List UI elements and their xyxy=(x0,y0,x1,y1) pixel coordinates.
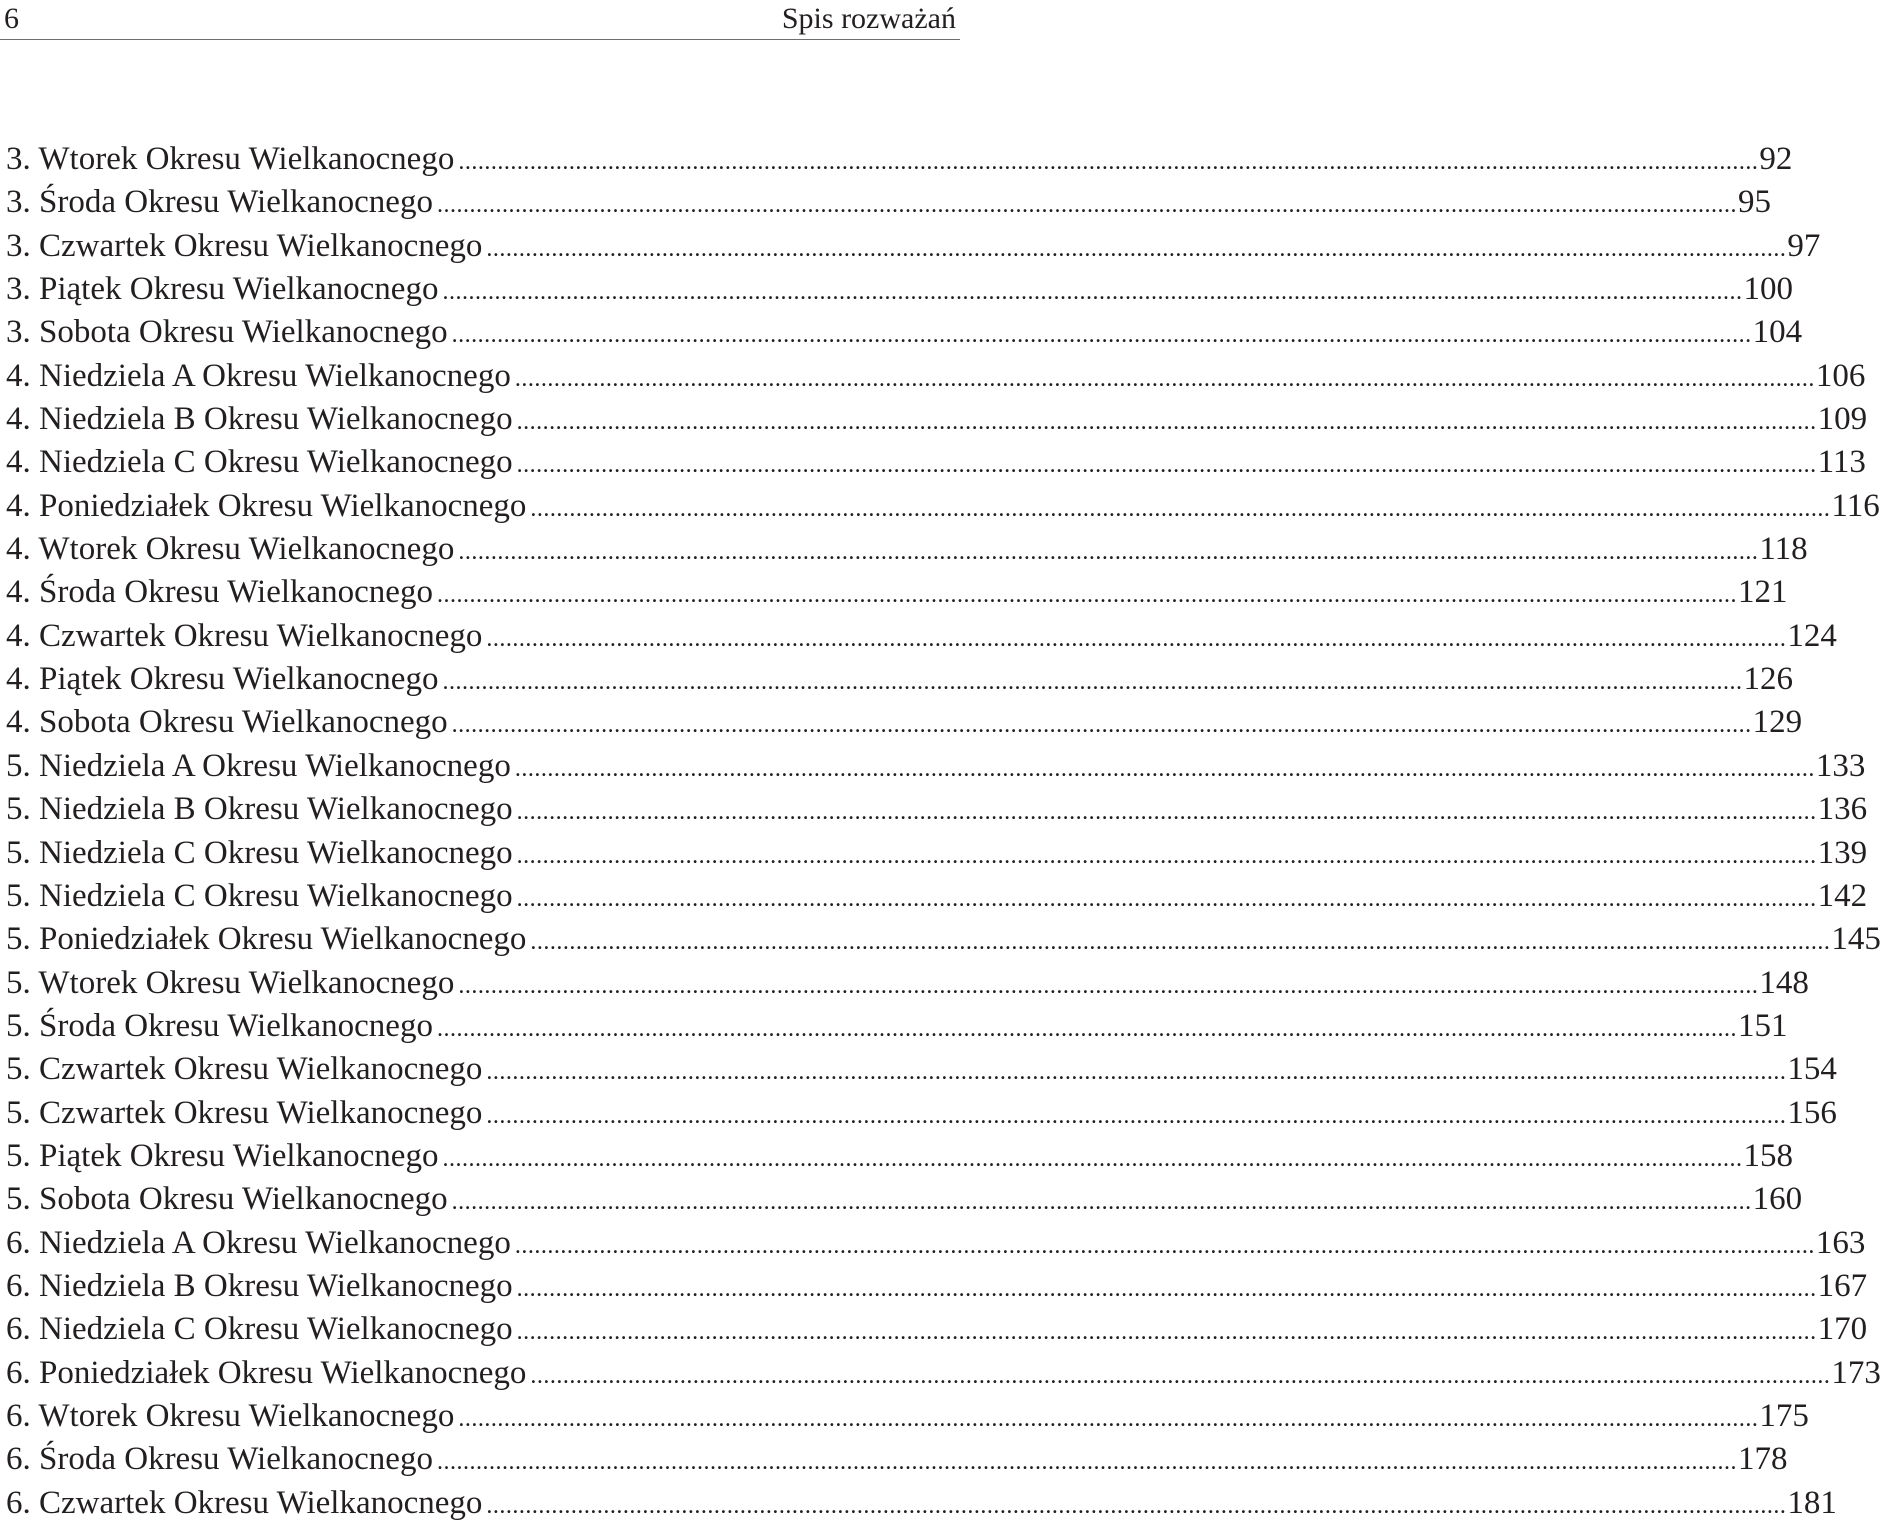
dot-leader: ........................................................................................................................................................................................................ xyxy=(530,929,1831,956)
toc-entry xyxy=(0,485,1880,528)
dot-leader: ........................................................................................................................................................................................................ xyxy=(442,1145,1743,1172)
toc-entry-label: 6. Czwartek Okresu Wielkanocnego xyxy=(6,1484,483,1521)
toc-entry-page: 160 xyxy=(1752,1181,1803,1218)
dot-leader: ........................................................................................................................................................................................................ xyxy=(516,1275,1817,1302)
toc-entry-page: 175 xyxy=(1759,1397,1809,1434)
page-number: 6 xyxy=(4,2,19,35)
toc-entry-label: 5. Niedziela A Okresu Wielkanocnego xyxy=(6,747,511,784)
toc-entry xyxy=(0,1395,1809,1438)
toc-entry-label: 4. Wtorek Okresu Wielkanocnego xyxy=(6,531,455,568)
toc-entry-label: 3. Środa Okresu Wielkanocnego xyxy=(6,184,433,221)
toc-entry-label: 6. Poniedziałek Okresu Wielkanocnego xyxy=(6,1354,527,1391)
dot-leader: ........................................................................................................................................................................................................ xyxy=(514,365,1815,392)
toc-entry-page: 113 xyxy=(1817,444,1866,481)
toc-entry-page: 97 xyxy=(1787,227,1821,264)
toc-entry-page: 133 xyxy=(1815,747,1866,784)
dot-leader: ........................................................................................................................................................................................................ xyxy=(516,842,1817,869)
dot-leader: ........................................................................................................................................................................................................ xyxy=(530,1362,1831,1389)
toc-entry-page: 167 xyxy=(1817,1267,1868,1304)
page-header xyxy=(0,0,960,40)
toc-entry-page: 151 xyxy=(1737,1007,1788,1044)
toc-entry xyxy=(0,268,1793,311)
toc-entry xyxy=(0,355,1866,398)
dot-leader: ........................................................................................................................................................................................................ xyxy=(451,712,1752,739)
dot-leader: ........................................................................................................................................................................................................ xyxy=(451,1189,1752,1216)
dot-leader: ........................................................................................................................................................................................................ xyxy=(436,1449,1737,1476)
toc-entry-label: 5. Piątek Okresu Wielkanocnego xyxy=(6,1137,439,1174)
dot-leader: ........................................................................................................................................................................................................ xyxy=(516,799,1817,826)
toc-entry-label: 4. Niedziela C Okresu Wielkanocnego xyxy=(6,444,513,481)
toc-entry-label: 4. Środa Okresu Wielkanocnego xyxy=(6,574,433,611)
toc-entry xyxy=(0,1092,1837,1135)
dot-leader: ........................................................................................................................................................................................................ xyxy=(436,1015,1737,1042)
toc-entry-page: 118 xyxy=(1759,531,1808,568)
toc-entry xyxy=(0,701,1803,744)
toc-entry xyxy=(0,1438,1788,1481)
toc-entry-label: 6. Środa Okresu Wielkanocnego xyxy=(6,1441,433,1478)
table-of-contents xyxy=(0,138,1881,1525)
dot-leader: ........................................................................................................................................................................................................ xyxy=(436,192,1737,219)
toc-entry-page: 170 xyxy=(1817,1311,1868,1348)
toc-entry-label: 4. Piątek Okresu Wielkanocnego xyxy=(6,661,439,698)
toc-entry-page: 129 xyxy=(1752,704,1803,741)
dot-leader: ........................................................................................................................................................................................................ xyxy=(458,539,1759,566)
dot-leader: ........................................................................................................................................................................................................ xyxy=(516,452,1817,479)
toc-entry xyxy=(0,1265,1868,1308)
toc-entry-page: 100 xyxy=(1743,271,1793,308)
toc-entry xyxy=(0,1048,1837,1091)
dot-leader: ........................................................................................................................................................................................................ xyxy=(451,322,1752,349)
toc-entry xyxy=(0,528,1808,571)
toc-entry-label: 5. Czwartek Okresu Wielkanocnego xyxy=(6,1051,483,1088)
dot-leader: ........................................................................................................................................................................................................ xyxy=(458,1405,1759,1432)
toc-entry-label: 5. Poniedziałek Okresu Wielkanocnego xyxy=(6,921,527,958)
toc-entry xyxy=(0,1352,1881,1395)
toc-entry xyxy=(0,615,1837,658)
toc-entry xyxy=(0,1178,1803,1221)
toc-entry-page: 145 xyxy=(1831,921,1881,958)
toc-entry-label: 4. Niedziela A Okresu Wielkanocnego xyxy=(6,357,511,394)
toc-entry-label: 4. Czwartek Okresu Wielkanocnego xyxy=(6,617,483,654)
dot-leader: ........................................................................................................................................................................................................ xyxy=(514,1232,1815,1259)
toc-entry xyxy=(0,398,1868,441)
toc-entry-page: 126 xyxy=(1743,661,1793,698)
toc-entry-page: 178 xyxy=(1737,1441,1788,1478)
toc-entry-page: 148 xyxy=(1759,964,1809,1001)
toc-entry-page: 95 xyxy=(1737,184,1771,221)
dot-leader: ........................................................................................................................................................................................................ xyxy=(436,582,1737,609)
toc-entry-label: 5. Sobota Okresu Wielkanocnego xyxy=(6,1181,448,1218)
toc-entry-label: 6. Niedziela C Okresu Wielkanocnego xyxy=(6,1311,513,1348)
toc-entry xyxy=(0,1135,1793,1178)
dot-leader: ........................................................................................................................................................................................................ xyxy=(442,279,1743,306)
toc-entry-label: 5. Niedziela B Okresu Wielkanocnego xyxy=(6,791,513,828)
toc-entry xyxy=(0,1005,1788,1048)
dot-leader: ........................................................................................................................................................................................................ xyxy=(514,755,1815,782)
toc-entry-label: 5. Wtorek Okresu Wielkanocnego xyxy=(6,964,455,1001)
dot-leader: ........................................................................................................................................................................................................ xyxy=(458,972,1759,999)
toc-entry-page: 136 xyxy=(1817,791,1868,828)
running-head: Spis rozważań xyxy=(781,2,956,35)
toc-entry xyxy=(0,788,1868,831)
toc-entry-page: 139 xyxy=(1817,834,1868,871)
toc-entry xyxy=(0,441,1866,484)
toc-entry-label: 4. Sobota Okresu Wielkanocnego xyxy=(6,704,448,741)
toc-entry-page: 154 xyxy=(1787,1051,1837,1088)
toc-entry-label: 3. Sobota Okresu Wielkanocnego xyxy=(6,314,448,351)
toc-entry-page: 92 xyxy=(1759,141,1793,177)
toc-entry-page: 156 xyxy=(1787,1094,1837,1131)
toc-entry-page: 116 xyxy=(1831,487,1880,524)
toc-entry-label: 5. Środa Okresu Wielkanocnego xyxy=(6,1007,433,1044)
toc-entry xyxy=(0,875,1868,918)
toc-entry xyxy=(0,225,1821,268)
dot-leader: ........................................................................................................................................................................................................ xyxy=(486,1492,1787,1519)
toc-entry xyxy=(0,1482,1837,1525)
toc-entry-page: 121 xyxy=(1737,574,1788,611)
toc-entry xyxy=(0,311,1803,354)
toc-entry xyxy=(0,918,1881,961)
toc-entry-label: 5. Czwartek Okresu Wielkanocnego xyxy=(6,1094,483,1131)
toc-entry-label: 3. Czwartek Okresu Wielkanocnego xyxy=(6,227,483,264)
toc-entry-label: 6. Niedziela B Okresu Wielkanocnego xyxy=(6,1267,513,1304)
dot-leader: ........................................................................................................................................................................................................ xyxy=(486,1059,1787,1086)
toc-entry-page: 124 xyxy=(1787,617,1837,654)
toc-entry-page: 163 xyxy=(1815,1224,1866,1261)
dot-leader: ........................................................................................................................................................................................................ xyxy=(486,1102,1787,1129)
toc-entry xyxy=(0,658,1793,701)
dot-leader: ........................................................................................................................................................................................................ xyxy=(458,149,1759,175)
toc-entry xyxy=(0,832,1868,875)
toc-entry-label: 4. Poniedziałek Okresu Wielkanocnego xyxy=(6,487,527,524)
toc-entry xyxy=(0,1222,1866,1265)
toc-entry xyxy=(0,962,1809,1005)
toc-entry-page: 104 xyxy=(1752,314,1803,351)
dot-leader: ........................................................................................................................................................................................................ xyxy=(516,409,1817,436)
dot-leader: ........................................................................................................................................................................................................ xyxy=(516,885,1817,912)
toc-entry xyxy=(0,1308,1868,1351)
toc-entry xyxy=(0,571,1788,614)
toc-entry-label: 4. Niedziela B Okresu Wielkanocnego xyxy=(6,401,513,438)
dot-leader: ........................................................................................................................................................................................................ xyxy=(486,625,1787,652)
toc-entry-page: 142 xyxy=(1817,877,1868,914)
toc-entry xyxy=(0,138,1793,181)
toc-entry-label: 5. Niedziela C Okresu Wielkanocnego xyxy=(6,834,513,871)
dot-leader: ........................................................................................................................................................................................................ xyxy=(516,1319,1817,1346)
toc-entry-page: 109 xyxy=(1817,401,1868,438)
toc-entry-page: 106 xyxy=(1815,357,1866,394)
toc-entry-page: 181 xyxy=(1787,1484,1837,1521)
toc-entry-label: 3. Wtorek Okresu Wielkanocnego xyxy=(6,141,455,177)
toc-entry xyxy=(0,181,1771,224)
toc-entry-label: 6. Niedziela A Okresu Wielkanocnego xyxy=(6,1224,511,1261)
toc-entry-page: 158 xyxy=(1743,1137,1793,1174)
toc-entry-label: 5. Niedziela C Okresu Wielkanocnego xyxy=(6,877,513,914)
toc-entry xyxy=(0,745,1866,788)
dot-leader: ........................................................................................................................................................................................................ xyxy=(442,669,1743,696)
dot-leader: ........................................................................................................................................................................................................ xyxy=(486,235,1787,262)
dot-leader: ........................................................................................................................................................................................................ xyxy=(530,495,1831,522)
toc-entry-label: 3. Piątek Okresu Wielkanocnego xyxy=(6,271,439,308)
toc-entry-label: 6. Wtorek Okresu Wielkanocnego xyxy=(6,1397,455,1434)
toc-entry-page: 173 xyxy=(1831,1354,1881,1391)
